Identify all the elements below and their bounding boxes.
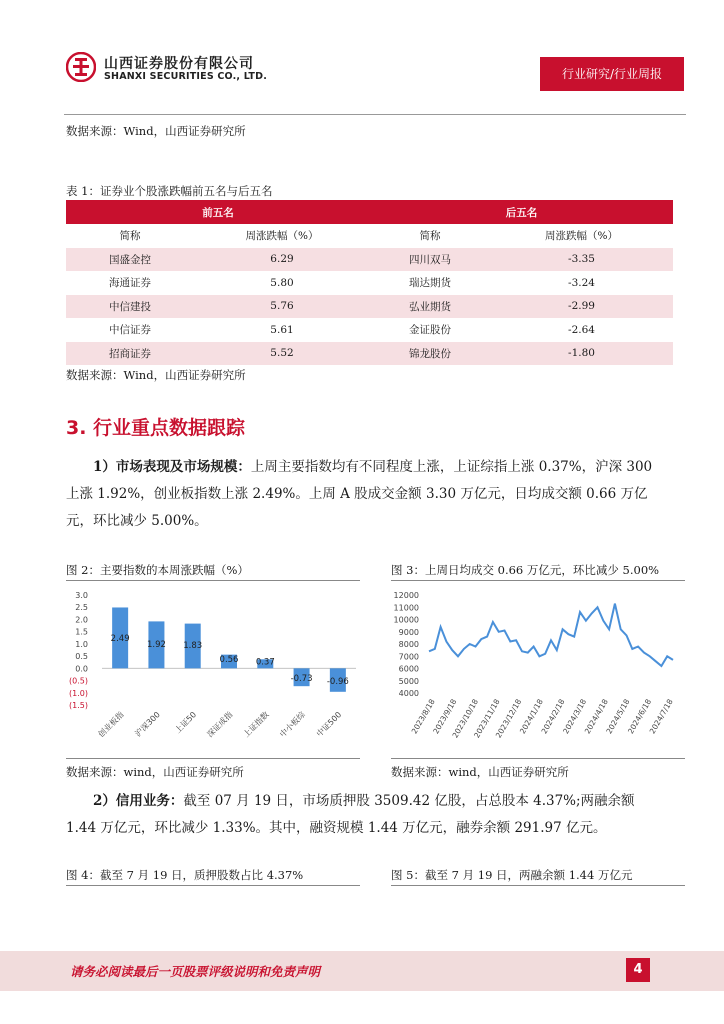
- table-row: [66, 271, 673, 295]
- cell: 金证股份: [409, 324, 451, 337]
- data-label: 1.92: [146, 640, 166, 651]
- cell: 中信建投: [66, 295, 194, 319]
- x-tick-label: 2023/8/18: [409, 697, 437, 736]
- paragraph-market: [66, 454, 666, 535]
- x-tick-label: 2023/11/18: [472, 697, 502, 740]
- table-row: [66, 318, 673, 342]
- paragraph-body: 截至 07 月 19 日，市场质押股 3509.42 亿股，占总股本 4.37%;两融余额 1.44 万亿元，环比减少 1.33%。其中，融资规模 1.44 万亿元，融券余额 291.97 亿元。: [66, 793, 635, 836]
- cell: 6.29: [194, 248, 370, 272]
- data-label: 1.83: [183, 641, 203, 652]
- y-tick-label: 11000: [393, 603, 419, 613]
- x-tick-label: 2023/12/18: [493, 697, 524, 740]
- figure2-caption: 图 2：主要指数的本周涨跌幅（%）: [66, 563, 249, 577]
- figure5-divider: [391, 885, 685, 886]
- daily-turnover-line-chart: [391, 583, 685, 755]
- cell: -3.24: [568, 276, 595, 289]
- group-header-top5: 前五名: [66, 200, 370, 224]
- y-tick-label: 1.5: [75, 627, 88, 637]
- x-tick-label: 2024/3/18: [561, 697, 589, 736]
- figure3-divider: [391, 580, 685, 581]
- cell: 5.61: [270, 323, 294, 336]
- cell: -1.80: [490, 342, 673, 366]
- category-label: 上证指数: [241, 710, 271, 740]
- x-tick-label: 2024/2/18: [539, 697, 567, 736]
- figure2-divider: [66, 580, 360, 581]
- y-tick-label: 7000: [398, 652, 419, 662]
- x-tick-label: 2023/10/18: [450, 697, 481, 740]
- category-label: 中小板综: [277, 710, 307, 740]
- y-tick-label: 4000: [398, 689, 419, 698]
- page-number: 4: [626, 958, 650, 982]
- figure3-source: 数据来源：wind，山西证券研究所: [391, 765, 569, 779]
- data-label: 0.37: [255, 657, 275, 668]
- company-name-en: SHANXI SECURITIES CO., LTD.: [104, 71, 268, 82]
- y-tick-label: 3.0: [75, 591, 88, 600]
- stock-ranking-table: [66, 200, 673, 365]
- table-row: [66, 295, 673, 319]
- x-tick-label: 2024/7/18: [647, 697, 675, 736]
- cell: 瑞达期货: [409, 277, 451, 290]
- company-name-cn: 山西证券股份有限公司: [104, 56, 254, 72]
- table-row: [66, 342, 673, 366]
- category-label: 创业板指: [96, 710, 126, 740]
- figure4-caption: 图 4：截至 7 月 19 日，质押股数占比 4.37%: [66, 868, 304, 882]
- group-header-bottom5: 后五名: [370, 200, 673, 224]
- y-tick-label: 0.5: [75, 652, 88, 662]
- cell: 锦龙股份: [370, 342, 490, 366]
- column-header-change: 周涨跌幅（%）: [245, 230, 319, 243]
- cell: -3.35: [490, 248, 673, 272]
- cell: 四川双马: [370, 248, 490, 272]
- company-logo-icon: [66, 52, 96, 82]
- cell: 5.80: [270, 276, 294, 289]
- x-tick-label: 2024/5/18: [604, 697, 632, 736]
- cell: 5.76: [194, 295, 370, 319]
- index-change-bar-chart: [66, 583, 360, 755]
- figure3-bottom-divider: [391, 758, 685, 759]
- report-type-tag: 行业研究/行业周报: [540, 57, 684, 91]
- y-tick-label: (1.5): [69, 701, 88, 710]
- y-tick-label: (1.0): [69, 688, 88, 698]
- table-source: 数据来源：Wind，山西证券研究所: [66, 368, 246, 382]
- table-row: [66, 248, 673, 272]
- y-tick-label: 0.0: [75, 664, 88, 674]
- header-divider: [64, 114, 686, 115]
- data-label: -0.73: [290, 674, 313, 685]
- x-tick-label: 2024/1/18: [517, 697, 545, 736]
- y-tick-label: (0.5): [69, 676, 88, 686]
- cell: 国盛金控: [66, 248, 194, 272]
- y-tick-label: 9000: [398, 627, 419, 637]
- column-header-name: 简称: [119, 230, 141, 243]
- cell: 海通证券: [109, 277, 151, 290]
- data-label: 2.49: [110, 633, 130, 644]
- section-title: 3. 行业重点数据跟踪: [66, 417, 246, 439]
- cell: 招商证券: [66, 342, 194, 366]
- figure2-source: 数据来源：wind，山西证券研究所: [66, 765, 244, 779]
- x-tick-label: 2024/6/18: [626, 697, 654, 736]
- x-tick-label: 2024/4/18: [582, 697, 610, 736]
- cell: 弘业期货: [370, 295, 490, 319]
- figure3-caption: 图 3：上周日均成交 0.66 万亿元，环比减少 5.00%: [391, 563, 660, 577]
- y-tick-label: 2.5: [75, 603, 88, 613]
- column-header-name: 简称: [419, 230, 441, 243]
- y-tick-label: 10000: [393, 615, 419, 625]
- footer-disclaimer: 请务必阅读最后一页股票评级说明和免责声明: [70, 964, 321, 979]
- paragraph-lead: 2）信用业务：: [93, 793, 184, 809]
- turnover-series-line: [429, 604, 673, 666]
- category-label: 上证50: [173, 710, 199, 735]
- cell: 中信证券: [109, 324, 151, 337]
- paragraph-body: 上周主要指数均有不同程度上涨，上证综指上涨 0.37%，沪深 300 上涨 1.92%，创业板指数上涨 2.49%。上周 A 股成交金额 3.30 万亿元，日均成交额 0.66 万亿元，环比减少 5.00%。: [66, 459, 653, 529]
- paragraph-lead: 1）市场表现及市场规模：: [93, 459, 251, 475]
- y-tick-label: 12000: [393, 591, 419, 600]
- category-label: 深证成指: [205, 710, 235, 740]
- cell: -2.64: [568, 323, 595, 336]
- data-label: -0.96: [326, 677, 349, 688]
- cell: -2.99: [490, 295, 673, 319]
- paragraph-credit: [66, 788, 666, 842]
- category-label: 沪深300: [133, 710, 162, 739]
- y-tick-label: 6000: [398, 664, 419, 674]
- y-tick-label: 1.0: [75, 639, 88, 649]
- figure2-bottom-divider: [66, 758, 360, 759]
- x-tick-label: 2023/9/18: [431, 697, 459, 736]
- y-tick-label: 2.0: [75, 615, 88, 625]
- figure4-divider: [66, 885, 360, 886]
- figure5-caption: 图 5：截至 7 月 19 日，两融余额 1.44 万亿元: [391, 868, 633, 882]
- column-header-change: 周涨跌幅（%）: [545, 230, 618, 243]
- y-tick-label: 5000: [398, 676, 419, 686]
- category-label: 中证500: [314, 710, 344, 739]
- cell: 5.52: [194, 342, 370, 366]
- y-tick-label: 8000: [398, 640, 419, 649]
- source-note: 数据来源：Wind，山西证券研究所: [66, 124, 246, 138]
- table-caption: 表 1：证券业个股涨跌幅前五名与后五名: [66, 184, 273, 198]
- data-label: 0.56: [219, 655, 239, 666]
